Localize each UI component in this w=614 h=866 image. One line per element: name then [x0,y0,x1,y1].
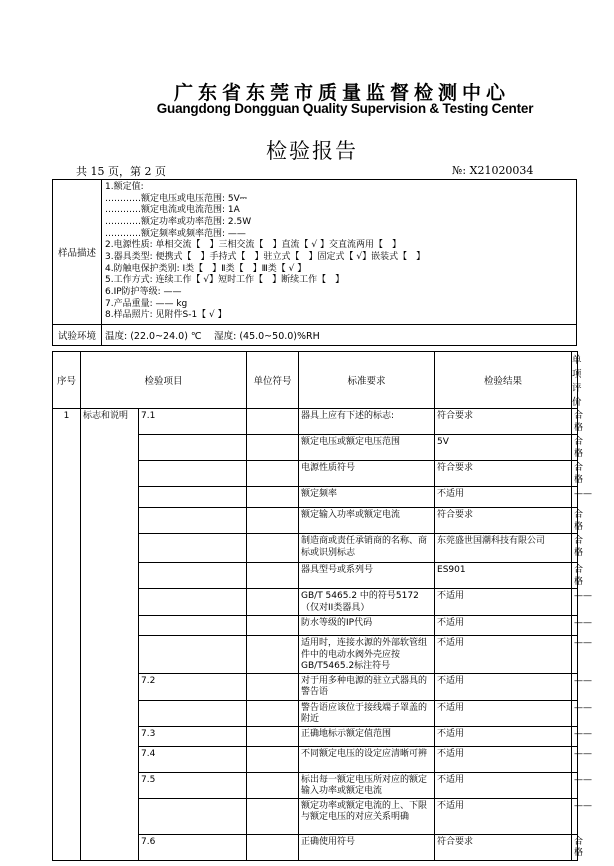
unit-symbol [247,700,299,726]
unit-symbol [247,508,299,534]
spec-line: 1.额定值: [105,182,144,192]
unit-symbol [247,534,299,563]
requirement: 器具型号或系列号 [299,563,435,589]
evaluation: 合格 [572,409,578,435]
spec-line: …………额定电流或电流范围: 1A [105,205,240,216]
evaluation: —— [572,589,578,616]
result: 不适用 [435,726,572,746]
result: 不适用 [435,700,572,726]
requirement: 标出每一额定电压所对应的额定输入功率或额定电流 [299,772,435,798]
result: 5V [435,435,572,461]
evaluation: 合格 [572,834,578,860]
test-environment-label: 试验环境 [53,324,102,345]
header-seq: 序号 [53,352,81,409]
result: 符合要求 [435,409,572,435]
evaluation: 合格 [572,534,578,563]
requirement: 电源性质符号 [299,461,435,487]
unit-symbol [247,798,299,834]
evaluation: —— [572,636,578,674]
evaluation: 合格 [572,508,578,534]
clause-number [139,589,247,616]
requirement: 对于用多种电源的驻立式器具的警告语 [299,673,435,700]
page-info: 共 15 页，第 2 页 [76,165,166,178]
header-unit: 单位符号 [247,352,299,409]
evaluation: 合格 [572,461,578,487]
header-requirement: 标准要求 [299,352,435,409]
test-environment-value: 温度: (22.0~24.0) ℃ 湿度: (45.0~50.0)%RH [102,324,577,345]
unit-symbol [247,726,299,746]
clause-number [139,461,247,487]
result: 符合要求 [435,834,572,860]
spec-line: 6.IP防护等级: —— [105,286,182,297]
evaluation: —— [572,798,578,834]
item-name: 标志和说明 [81,409,139,861]
clause-number [139,508,247,534]
header-evaluation: 单项评价 [572,352,578,409]
spec-line: 2.电源性质: 单相交流【 】三相交流【 】直流【 √ 】交直流两用【 】 [105,240,401,251]
clause-number [139,636,247,674]
header-result: 检验结果 [435,352,572,409]
requirement: 防水等级的IP代码 [299,616,435,636]
result: ES901 [435,563,572,589]
clause-number [139,700,247,726]
result: 符合要求 [435,508,572,534]
sample-info-table [52,179,577,346]
report-number: №: X21020034 [452,164,534,177]
unit-symbol [247,461,299,487]
result: 不适用 [435,798,572,834]
unit-symbol [247,487,299,508]
document-title: 检验报告 [266,139,358,163]
spec-line: …………额定频率或频率范围: —— [105,228,246,239]
spec-line: …………额定功率或功率范围: 2.5W [105,216,252,227]
org-name-english: Guangdong Dongguan Quality Supervision & Testing Center [156,101,534,116]
sample-description [102,180,577,325]
unit-symbol [247,563,299,589]
requirement: 额定电压或额定电压范围 [299,435,435,461]
result: 东莞盛世国潮科技有限公司 [435,534,572,563]
sample-description-label: 样品描述 [53,180,102,325]
evaluation: 合格 [572,563,578,589]
clause-number [139,435,247,461]
evaluation: 合格 [572,435,578,461]
unit-symbol [247,435,299,461]
table-header-row [53,352,578,409]
clause-number: 7.4 [139,746,247,772]
result: 不适用 [435,616,572,636]
unit-symbol [247,772,299,798]
requirement: 额定功率或额定电流的上、下限与额定电压的对应关系明确 [299,798,435,834]
unit-symbol [247,746,299,772]
spec-line: 7.产品重量: —— kg [105,298,188,309]
clause-number [139,798,247,834]
result: 不适用 [435,772,572,798]
result: 不适用 [435,673,572,700]
requirement: 正确地标示额定值范围 [299,726,435,746]
spec-line: 5.工作方式: 连续工作【 √】短时工作【 】断续工作【 】 [105,275,345,286]
spec-line: 3.器具类型: 便携式【 】手持式【 】驻立式【 】固定式【 √】嵌装式【 】 [105,251,426,262]
clause-number: 7.3 [139,726,247,746]
clause-number: 7.6 [139,834,247,860]
result: 符合要求 [435,461,572,487]
result: 不适用 [435,589,572,616]
unit-symbol [247,673,299,700]
requirement: 适用时，连接水源的外部软管组件中的电动水阀外壳应按GB/T5465.2标注符号 [299,636,435,674]
clause-number [139,534,247,563]
seq-number: 1 [53,409,81,861]
evaluation: —— [572,616,578,636]
spec-line: 8.样品照片: 见附件S-1【 √ 】 [105,310,227,321]
requirement: 器具上应有下述的标志: [299,409,435,435]
evaluation: —— [572,726,578,746]
org-name-chinese: 广东省东莞市质量监督检测中心 [173,82,510,104]
table-row [53,409,578,435]
result: 不适用 [435,746,572,772]
unit-symbol [247,636,299,674]
requirement: 额定输入功率或额定电流 [299,508,435,534]
requirement: GB/T 5465.2 中的符号5172（仅对II类器具） [299,589,435,616]
clause-number: 7.2 [139,673,247,700]
unit-symbol [247,616,299,636]
result: 不适用 [435,487,572,508]
requirement: 额定频率 [299,487,435,508]
requirement: 正确使用符号 [299,834,435,860]
result: 不适用 [435,636,572,674]
requirement: 制造商或责任承销商的名称、商标或识别标志 [299,534,435,563]
inspection-table [52,351,593,861]
evaluation: —— [572,772,578,798]
evaluation: —— [572,487,578,508]
clause-number: 7.5 [139,772,247,798]
unit-symbol [247,409,299,435]
unit-symbol [247,589,299,616]
evaluation: —— [572,700,578,726]
clause-number: 7.1 [139,409,247,435]
clause-number [139,563,247,589]
clause-number [139,616,247,636]
evaluation: —— [572,746,578,772]
unit-symbol [247,834,299,860]
evaluation: —— [572,673,578,700]
spec-line: …………额定电压或电压范围: 5V⎓ [105,193,247,204]
header-item: 检验项目 [81,352,247,409]
requirement: 警告语应该位于接线端子罩盖的附近 [299,700,435,726]
spec-line: 4.防触电保护类别: Ⅰ类【 】Ⅱ类【 】Ⅲ类【 √ 】 [105,263,307,274]
requirement: 不同额定电压的设定应清晰可辨 [299,746,435,772]
clause-number [139,487,247,508]
